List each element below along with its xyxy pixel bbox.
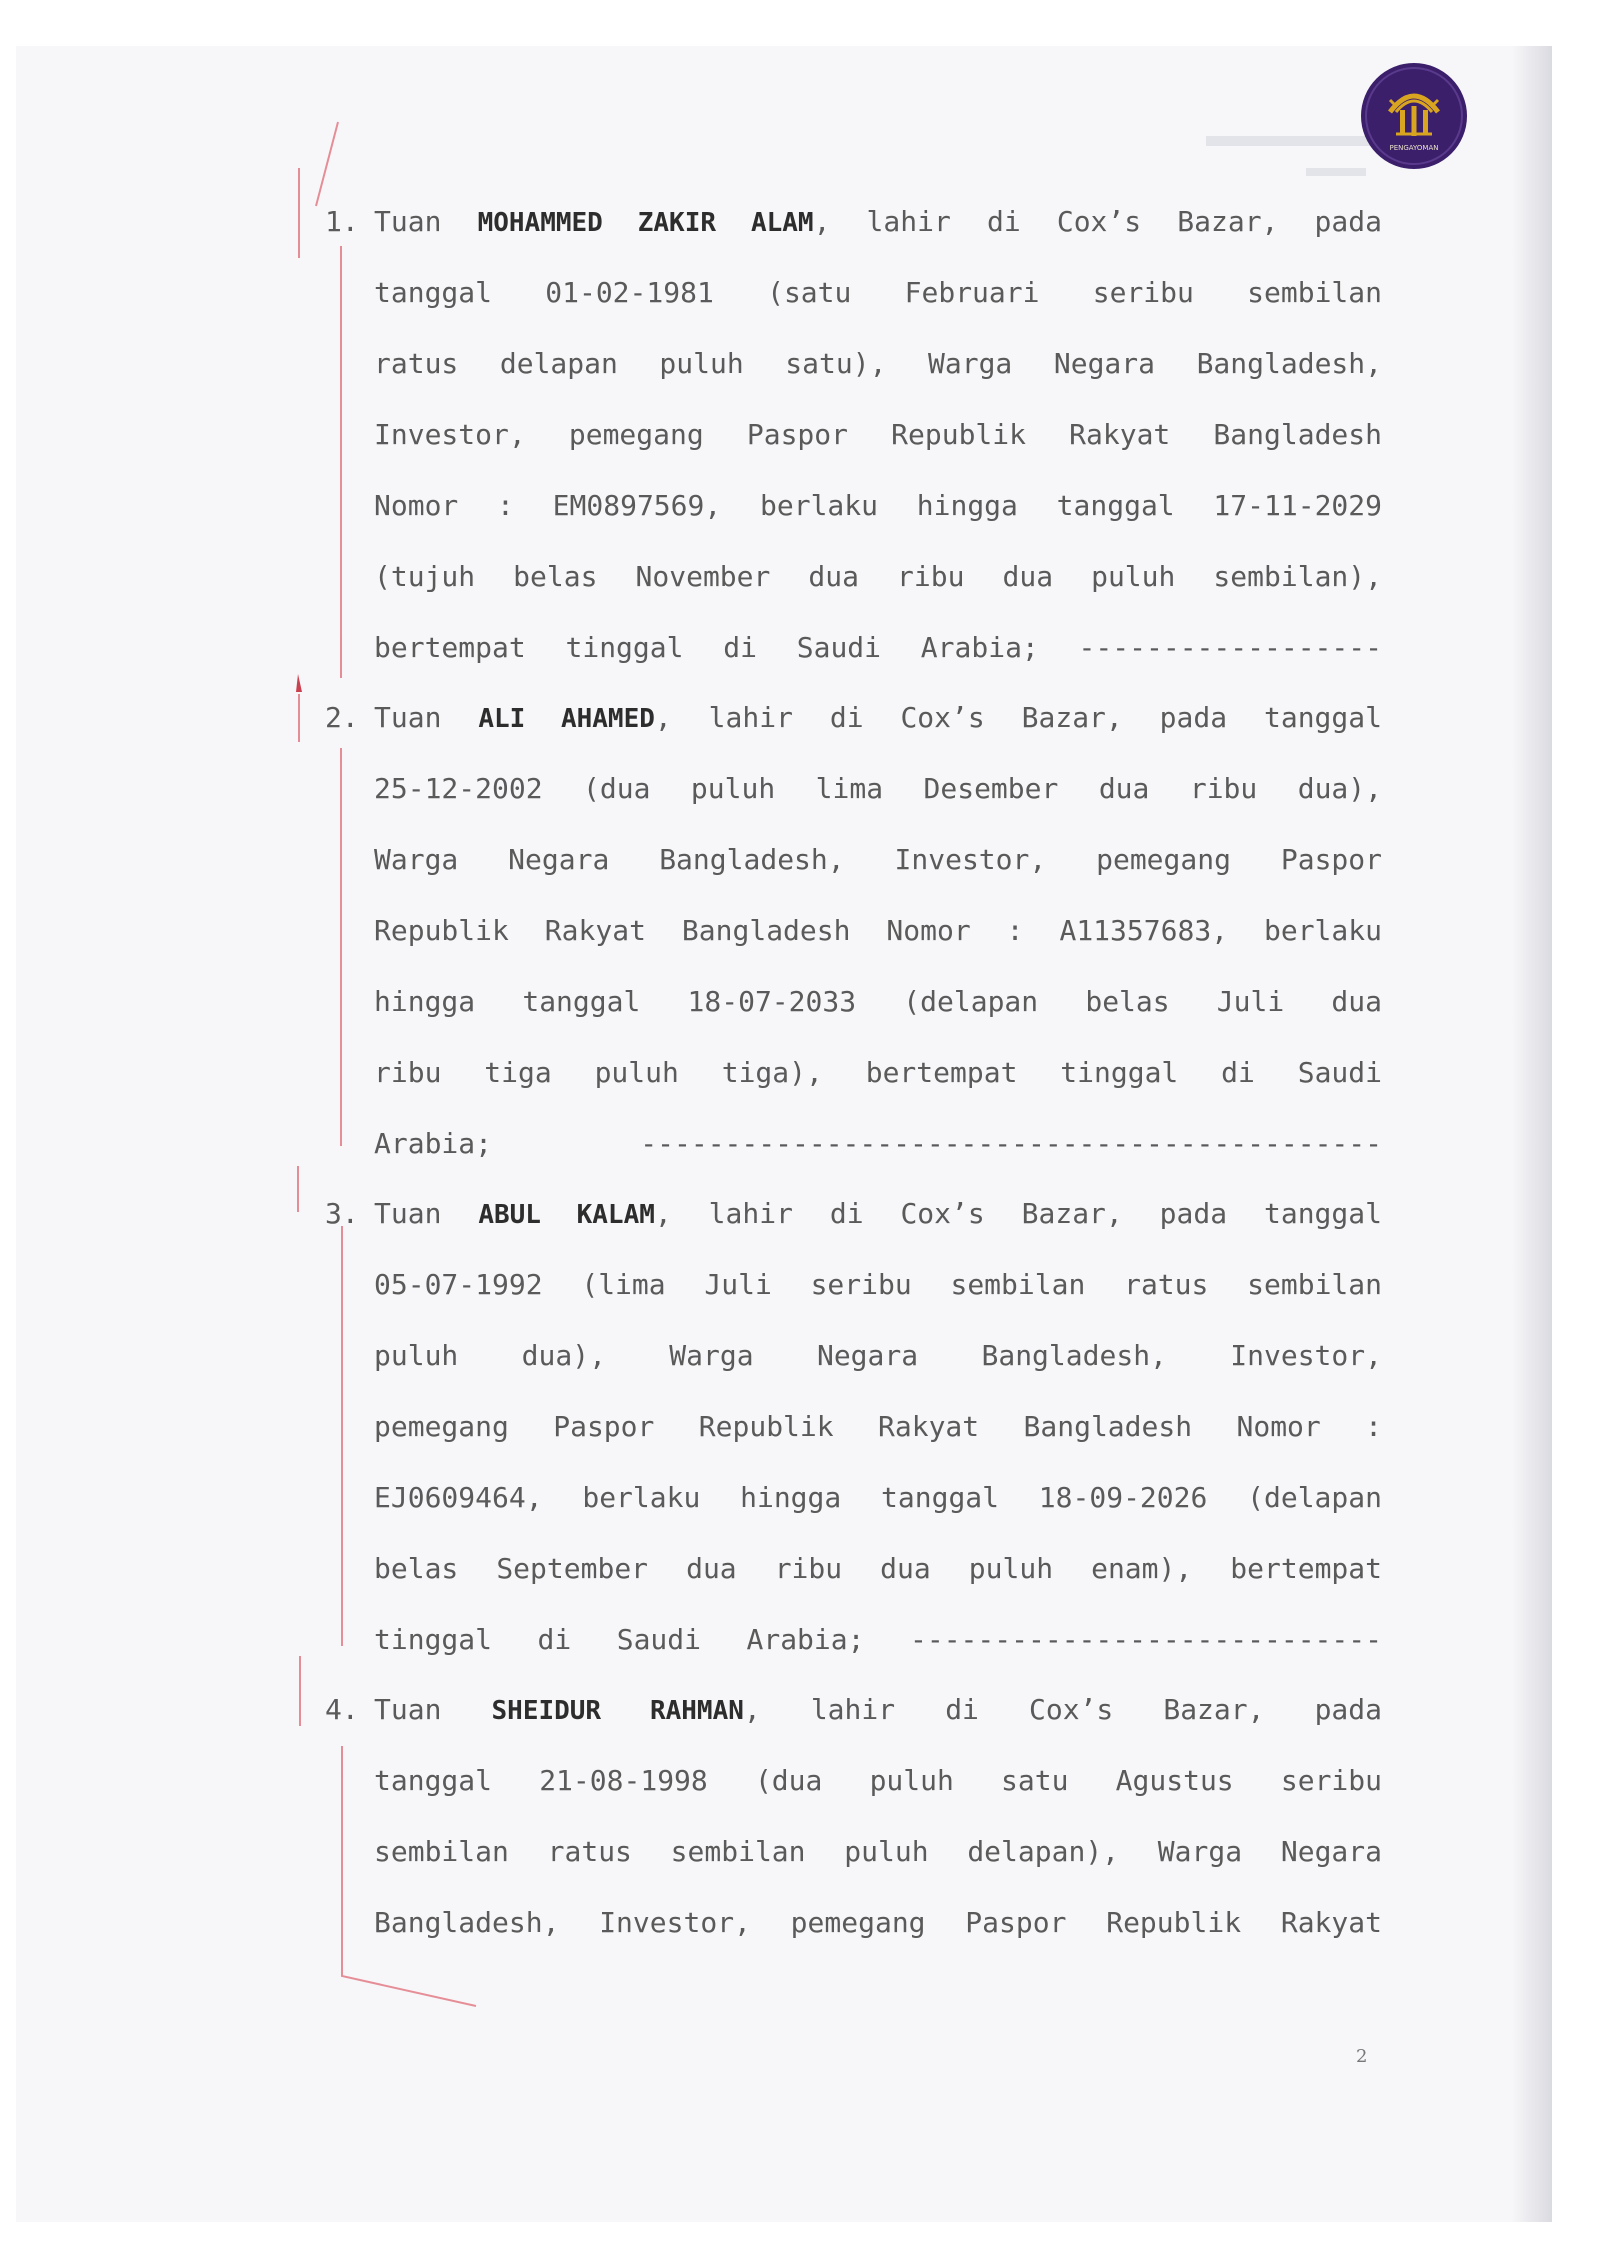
- person-name: ABUL KALAM: [478, 1200, 655, 1230]
- entry-line: Investor, pemegang Paspor Republik Rakyat Bangladesh: [374, 418, 1382, 451]
- page-number: 2: [1356, 2046, 1368, 2067]
- person-name: SHEIDUR RAHMAN: [491, 1696, 744, 1726]
- entry-line: 05-07-1992 (lima Juli seribu sembilan ratus sembilan: [374, 1268, 1382, 1301]
- entry-line: sembilan ratus sembilan puluh delapan), Warga Negara: [374, 1835, 1382, 1868]
- document-body: [16, 46, 1552, 2222]
- entry-line: (tujuh belas November dua ribu dua puluh sembilan),: [374, 560, 1382, 593]
- entry-line: Nomor : EM0897569, berlaku hingga tanggal 17-11-2029: [374, 489, 1382, 522]
- entry-line: Tuan SHEIDUR RAHMAN, lahir di Cox’s Bazar, pada: [374, 1693, 1382, 1726]
- entry-line: tanggal 21-08-1998 (dua puluh satu Agustus seribu: [374, 1764, 1382, 1797]
- entry-number: 1.: [325, 205, 359, 238]
- entry-line: belas September dua ribu dua puluh enam), bertempat: [374, 1552, 1382, 1585]
- entry-line: Tuan MOHAMMED ZAKIR ALAM, lahir di Cox’s Bazar, pada: [374, 205, 1382, 238]
- entry-line: Tuan ALI AHAMED, lahir di Cox’s Bazar, pada tanggal: [374, 701, 1382, 734]
- entry-number: 3.: [325, 1197, 359, 1230]
- seal-text: PENGAYOMAN: [1389, 144, 1439, 152]
- entry-line: puluh dua), Warga Negara Bangladesh, Investor,: [374, 1339, 1382, 1372]
- entry-line: Arabia; --------------------------------------------: [374, 1127, 1382, 1160]
- entry-line: pemegang Paspor Republik Rakyat Bangladesh Nomor :: [374, 1410, 1382, 1443]
- person-name: MOHAMMED ZAKIR ALAM: [477, 208, 814, 238]
- entry-line: Tuan ABUL KALAM, lahir di Cox’s Bazar, pada tanggal: [374, 1197, 1382, 1230]
- entry-line: EJ0609464, berlaku hingga tanggal 18-09-2026 (delapan: [374, 1481, 1382, 1514]
- entry-number: 2.: [325, 701, 359, 734]
- entry-line: tanggal 01-02-1981 (satu Februari seribu sembilan: [374, 276, 1382, 309]
- entry-line: Bangladesh, Investor, pemegang Paspor Republik Rakyat: [374, 1906, 1382, 1939]
- entry-line: ribu tiga puluh tiga), bertempat tinggal di Saudi: [374, 1056, 1382, 1089]
- entry-line: 25-12-2002 (dua puluh lima Desember dua ribu dua),: [374, 772, 1382, 805]
- entry-line: Warga Negara Bangladesh, Investor, pemegang Paspor: [374, 843, 1382, 876]
- document-page: [16, 46, 1552, 2222]
- entry-line: bertempat tinggal di Saudi Arabia; ------------------: [374, 631, 1382, 664]
- entry-line: hingga tanggal 18-07-2033 (delapan belas Juli dua: [374, 985, 1382, 1018]
- entry-line: tinggal di Saudi Arabia; ----------------------------: [374, 1623, 1382, 1656]
- entry-line: ratus delapan puluh satu), Warga Negara Bangladesh,: [374, 347, 1382, 380]
- entry-number: 4.: [325, 1693, 359, 1726]
- entry-line: Republik Rakyat Bangladesh Nomor : A11357683, berlaku: [374, 914, 1382, 947]
- person-name: ALI AHAMED: [478, 704, 655, 734]
